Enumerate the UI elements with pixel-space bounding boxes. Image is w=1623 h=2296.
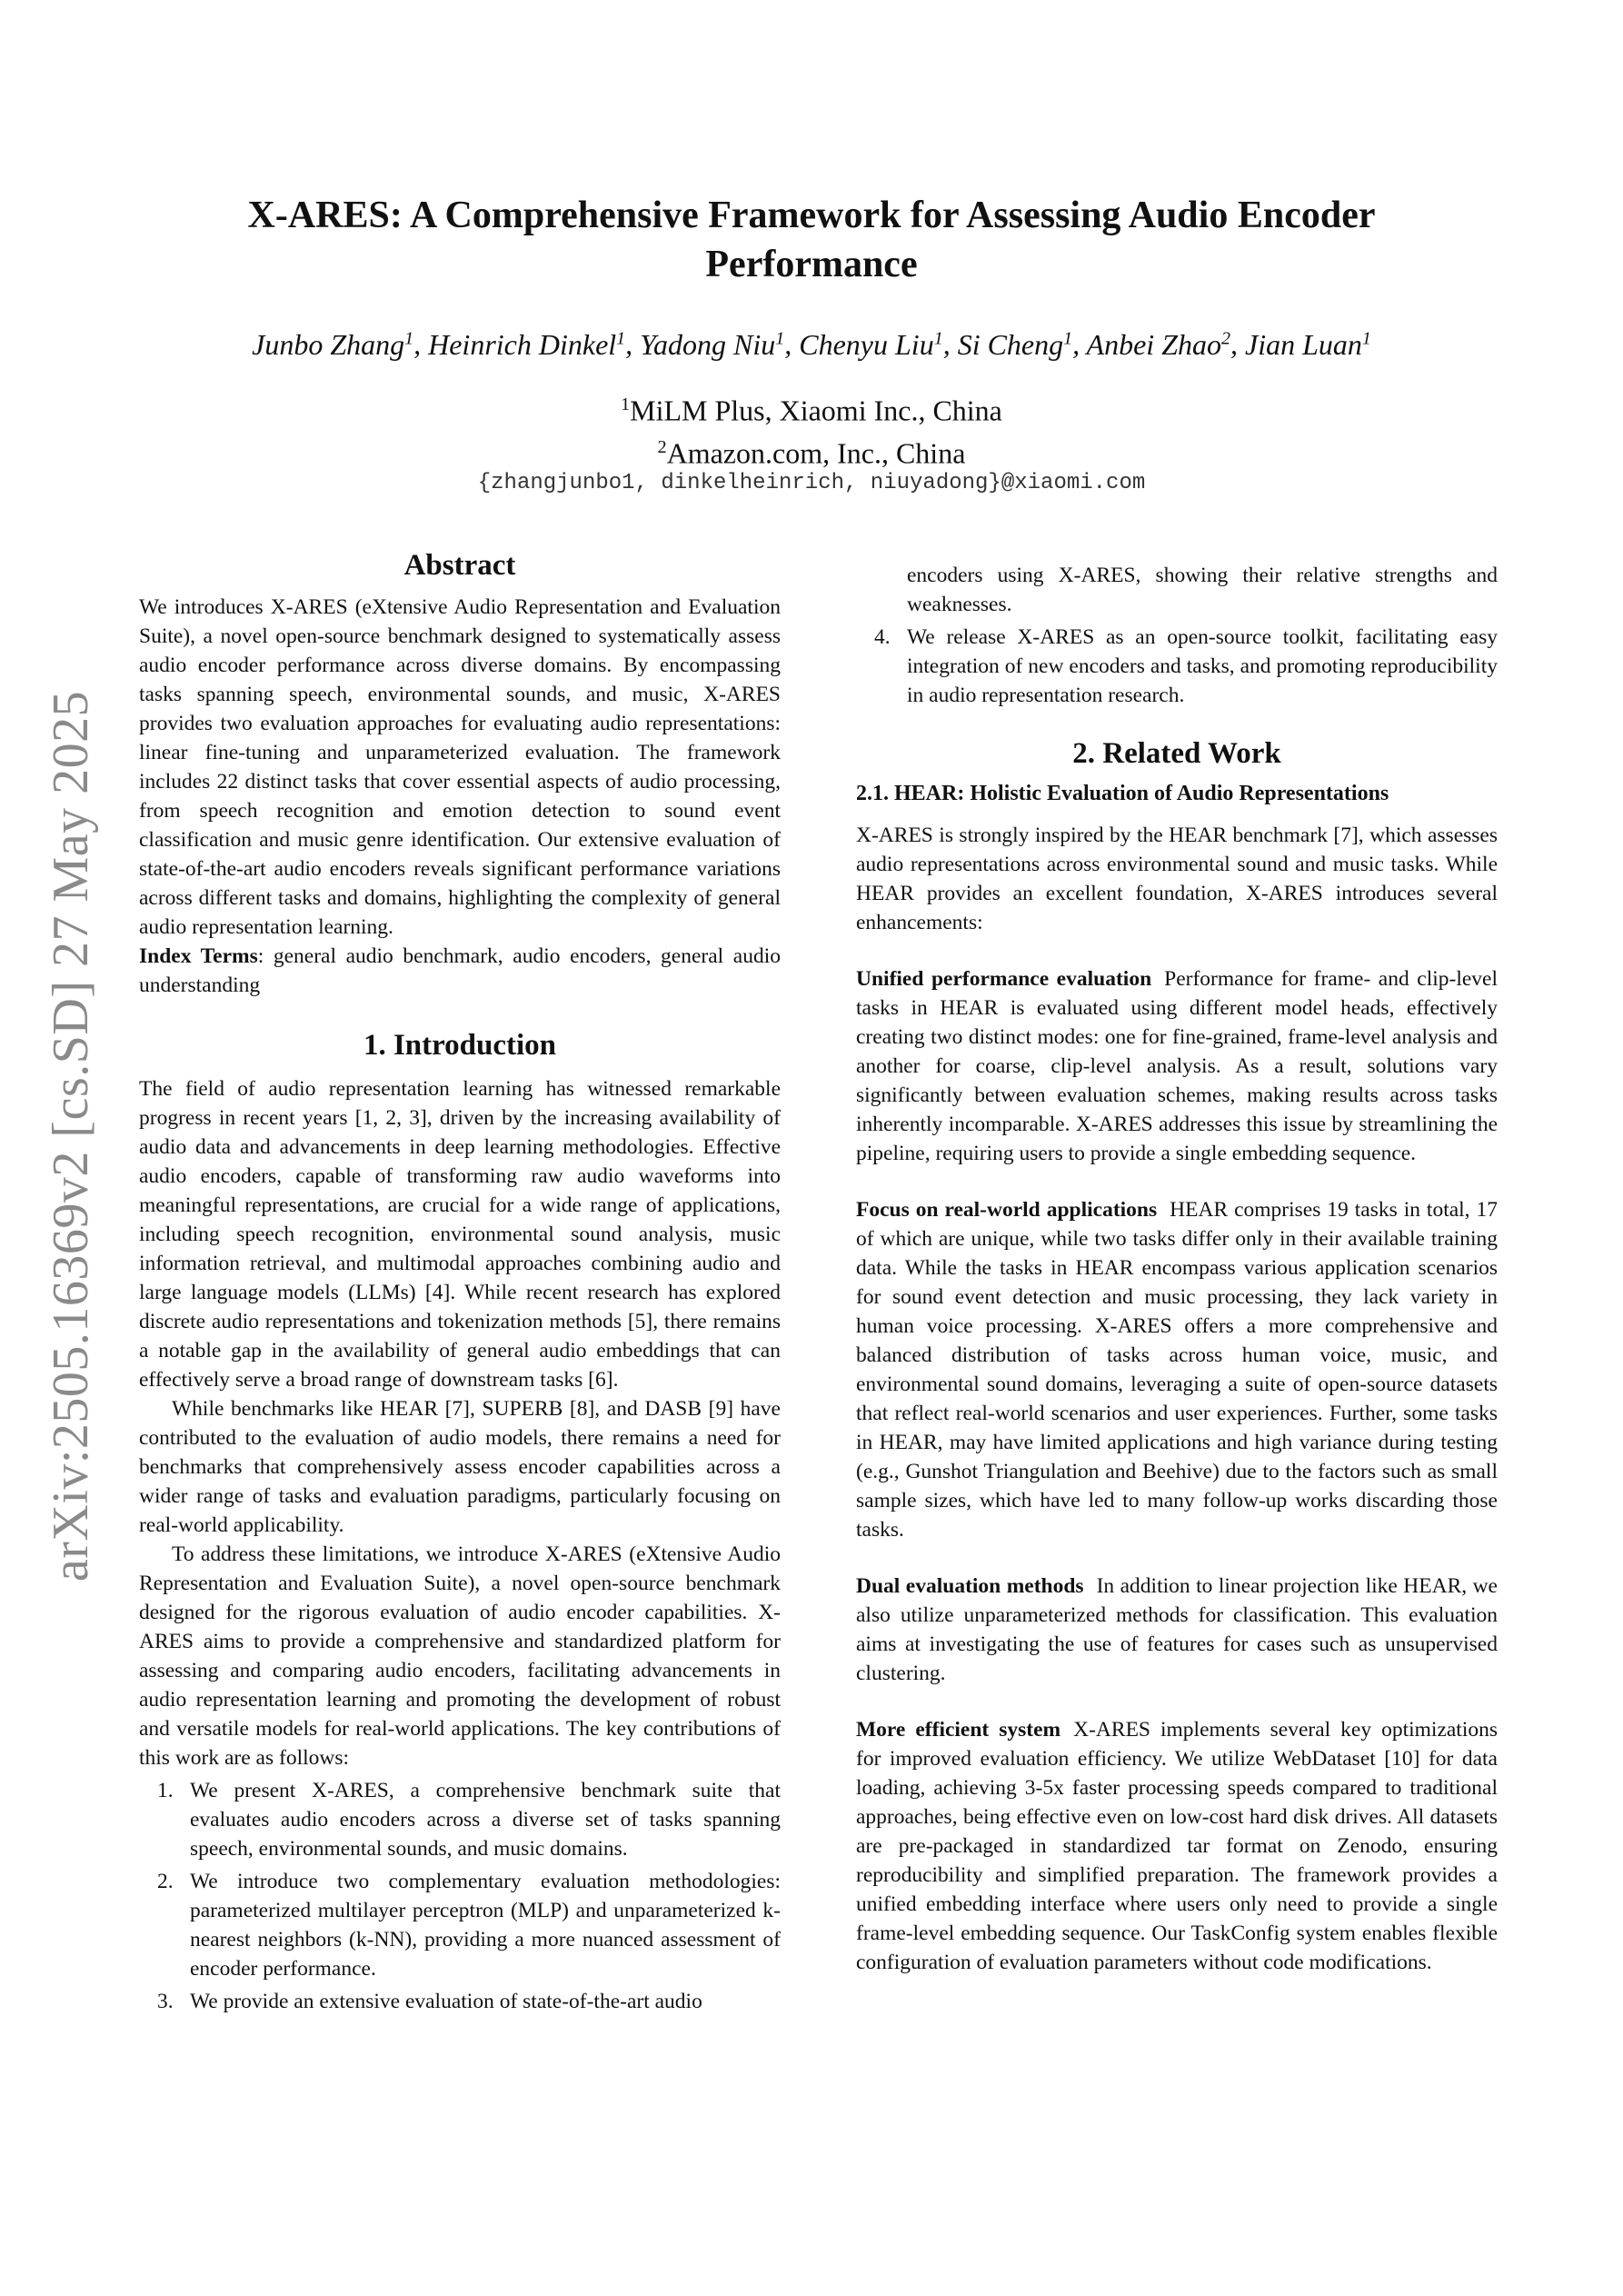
- list-item: encoders using X-ARES, showing their relative strengths and weaknesses.: [907, 564, 1498, 616]
- author: Chenyu Liu$^1$: [799, 327, 943, 361]
- paper-title: X-ARES: A Comprehensive Framework for Assessing Audio Encoder Performance: [247, 195, 1376, 285]
- author-email: {zhangjunbo1, dinkelheinrich, niuyadong}@xiaomi.com: [477, 471, 1146, 495]
- contribution-list-continued: [856, 561, 1498, 710]
- author: Yadong Niu$^1$: [640, 327, 785, 361]
- contribution-list: [139, 1776, 781, 2016]
- intro-paragraph: While benchmarks like HEAR [7], SUPERB [8], and DASB [9] have contributed to the evaluation of audio models, there remains a need for benchmarks that comprehensively assess encoder capabilities across a wider range of tasks and evaluation paradigms, particularly focusing on real-world applicability.: [139, 1397, 781, 1537]
- abstract-heading: Abstract: [403, 549, 516, 582]
- intro-paragraph: To address these limitations, we introduce X-ARES (eXtensive Audio Representation and Evaluation Suite), a novel open-source benchmark designed for the rigorous evaluation of audio encoder capabilities. X-ARES aims to provide a comprehensive and standardized platform for assessing and comparing audio encoders, facilitating advancements in audio representation learning and promoting the development of robust and versatile models for real-world applications. The key contributions of this work are as follows:: [139, 1542, 781, 1770]
- affiliations: [136, 386, 1487, 471]
- left-column: [139, 545, 781, 2020]
- author: Jian Luan$^1$: [1244, 327, 1371, 361]
- affiliation: $^1$MiLM Plus, Xiaomi Inc., China: [621, 394, 1002, 427]
- arxiv-identifier: arXiv:2505.16369v2 [cs.SD] 27 May 2025: [43, 690, 99, 1582]
- hear-subheading: 2.1. HEAR: Holistic Evaluation of Audio Representations: [856, 782, 1389, 805]
- abstract-text: We introduces X-ARES (eXtensive Audio Representation and Evaluation Suite), a novel open-source benchmark designed to systematically assess audio encoder performance across diverse domains. By encompassing tasks spanning speech, environmental sounds, and music, X-ARES provides two evaluation approaches for evaluating audio representations: linear fine-tuning and unparameterized evaluation. The framework includes 22 distinct tasks that cover essential aspects of audio processing, from speech recognition and emotion detection to sound event classification and music genre identification. Our extensive evaluation of state-of-the-art audio encoders reveals significant performance variations across different tasks and domains, highlighting the complexity of general audio representation learning.: [139, 595, 781, 939]
- list-item: 2. We introduce two complementary evaluation methodologies: parameterized multilayer perceptron (MLP) and unparameterized k-nearest neighbors (k-NN), providing a more nuanced assessment of encoder performance.: [157, 1870, 781, 1981]
- list-item: 3. We provide an extensive evaluation of state-of-the-art audio: [157, 1990, 702, 2013]
- introduction-heading: 1. Introduction: [363, 1029, 557, 1062]
- related-work-heading: 2. Related Work: [1072, 737, 1281, 770]
- intro-paragraph: The field of audio representation learning has witnessed remarkable progress in recent years [1, 2, 3], driven by the increasing availability of audio data and advancements in deep learning methodologies. Effective audio encoders, capable of transforming raw audio waveforms into meaningful representations, are crucial for a wide range of applications, including speech recognition, environmental sound analysis, music information retrieval, and multimodal approaches combining audio and large language models (LLMs) [4]. While recent research has explored discrete audio representations and tokenization methods [5], there remains a notable gap in the availability of general audio embeddings that can effectively serve a broad range of downstream tasks [6].: [139, 1077, 781, 1392]
- author: Anbei Zhao$^2$: [1086, 327, 1230, 361]
- author: Si Cheng$^1$: [957, 327, 1073, 361]
- right-column: [856, 561, 1498, 1977]
- enhancement-paragraph: Unified performance evaluation Performance for frame- and clip-level tasks in HEAR is evaluated using different model heads, effectively creating two distinct modes: one for fine-grained, frame-level analysis and another for coarse, clip-level analysis. As a result, solutions vary significantly between evaluation schemes, making results across tasks inherently incomparable. X-ARES addresses this issue by streamlining the pipeline, requiring users to provide a single embedding sequence.: [856, 967, 1498, 1165]
- enhancement-paragraph: More efficient system X-ARES implements several key optimizations for improved evaluation efficiency. We utilize WebDataset [10] for data loading, achieving 3-5x faster processing speeds compared to traditional approaches, being effective even on low-cost hard disk drives. All datasets are pre-packaged in standardized tar format on Zenodo, ensuring reproducibility and simplified preparation. The framework provides a unified embedding interface where users only need to provide a single frame-level embedding sequence. Our TaskConfig system enables flexible configuration of evaluation parameters without code modifications.: [856, 1718, 1499, 1974]
- author: Heinrich Dinkel$^1$: [428, 327, 626, 361]
- author: Junbo Zhang$^1$: [252, 327, 414, 361]
- related-work-intro: X-ARES is strongly inspired by the HEAR benchmark [7], which assesses audio representations across environmental sound and music tasks. While HEAR provides an excellent foundation, X-ARES introduces several enhancements:: [856, 824, 1498, 934]
- arxiv-sidebar: [16, 636, 125, 1636]
- author-list: Junbo Zhang$^1$, Heinrich Dinkel$^1$, Yadong Niu$^1$, Chenyu Liu$^1$, Si Cheng$^1$, Anbei Zhao$^2$, Jian Luan$^1$: [252, 327, 1371, 361]
- affiliation: $^2$Amazon.com, Inc., China: [657, 436, 966, 470]
- enhancement-paragraph: Focus on real-world applications HEAR comprises 19 tasks in total, 17 of which are unique, while two tasks differ only in their available training data. While the tasks in HEAR encompass various application scenarios for sound event detection and music processing, they lack variety in human voice processing. X-ARES offers a more comprehensive and balanced distribution of tasks across human voice, music, and environmental sound domains, leveraging a suite of open-source datasets that reflect real-world scenarios and user experiences. Further, some tasks in HEAR, may have limited applications and high variance during testing (e.g., Gunshot Triangulation and Beehive) due to the factors such as small sample sizes, which have led to many follow-up works discarding those tasks.: [856, 1198, 1499, 1542]
- enhancement-paragraph: Dual evaluation methods In addition to linear projection like HEAR, we also utilize unparameterized methods for classification. This evaluation aims at investigating the use of features for cases such as unsupervised clustering.: [856, 1574, 1498, 1685]
- list-item: 1. We present X-ARES, a comprehensive benchmark suite that evaluates audio encoders across a diverse set of tasks spanning speech, environmental sounds, and music domains.: [157, 1779, 781, 1861]
- index-terms: Index Terms: general audio benchmark, audio encoders, general audio understanding: [139, 944, 781, 997]
- list-item: 4. We release X-ARES as an open-source toolkit, facilitating easy integration of new encoders and tasks, and promoting reproducibility in audio representation research.: [874, 625, 1498, 707]
